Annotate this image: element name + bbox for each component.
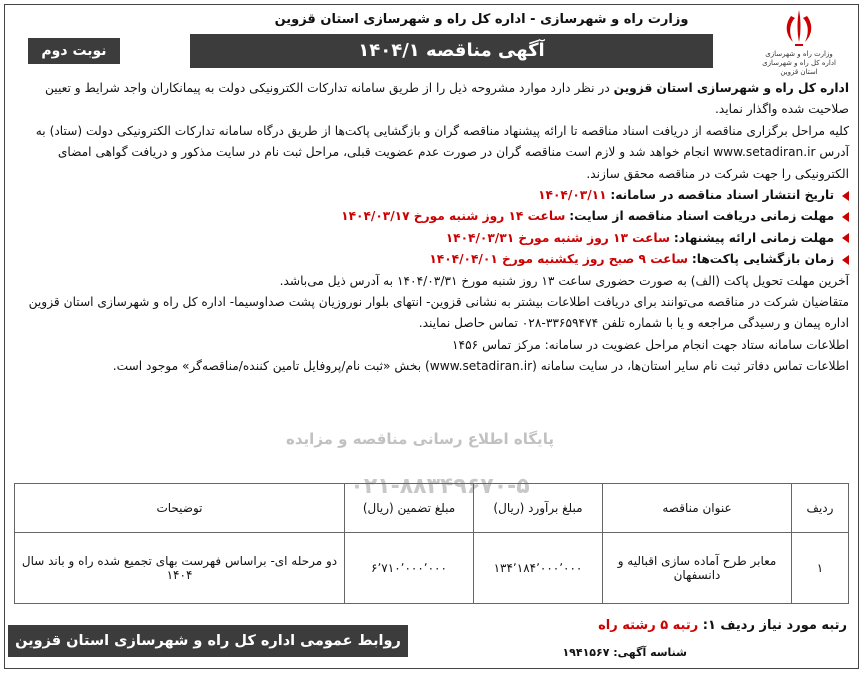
ministry-logo bbox=[759, 6, 839, 77]
delivery-note: آخرین مهلت تحویل پاکت (الف) به صورت حضوری ساعت ۱۳ روز شنبه مورخ ۱۴۰۴/۰۳/۳۱ به آدرس ذیل می‌باشد. bbox=[279, 273, 849, 288]
date-label: مهلت زمانی ارائه پیشنهاد: bbox=[673, 230, 835, 245]
col-guarantee: مبلغ تضمین (ریال) bbox=[345, 484, 474, 533]
contact-center-note: اطلاعات سامانه ستاد جهت انجام مراحل عضویت در سامانه: مرکز تماس ۱۴۵۶ bbox=[452, 337, 849, 352]
bullet-icon bbox=[842, 255, 849, 265]
ad-id bbox=[562, 646, 687, 659]
rank-value: رتبه ۵ رشته راه bbox=[598, 618, 699, 633]
table-header-row bbox=[15, 484, 849, 533]
ad-id-value: ۱۹۴۱۵۶۷ bbox=[562, 646, 610, 659]
date-value: ساعت ۱۴ روز شنبه مورخ ۱۴۰۴/۰۳/۱۷ bbox=[341, 209, 566, 224]
rank-label: رتبه مورد نیاز ردیف ۱: bbox=[702, 618, 847, 633]
public-relations-footer: روابط عمومی اداره کل راه و شهرسازی استان قزوین bbox=[8, 625, 408, 657]
col-row: ردیف bbox=[792, 484, 849, 533]
date-item bbox=[14, 249, 849, 270]
notice-body bbox=[14, 78, 849, 378]
intro-text: در نظر دارد موارد مشروحه ذیل را از طریق سامانه تدارکات الکترونیکی دولت به پیمانکاران واجد شرایط و تعیین صلاحیت شده واگذار نماید. bbox=[44, 81, 849, 117]
date-label: تاریخ انتشار اسناد مناقصه در سامانه: bbox=[610, 188, 835, 203]
logo-caption-office: اداره کل راه و شهرسازی استان قزوین bbox=[762, 59, 836, 76]
cell-row: ۱ bbox=[792, 533, 849, 604]
date-value: ساعت ۱۳ روز شنبه مورخ ۱۴۰۴/۰۳/۳۱ bbox=[445, 230, 670, 245]
intro-paragraph bbox=[14, 78, 849, 121]
notice-header bbox=[10, 6, 853, 74]
rank-requirement bbox=[598, 618, 847, 633]
table-row bbox=[15, 533, 849, 604]
bullet-icon bbox=[842, 212, 849, 222]
watermark-phone: ۰۲۱-۸۸۳۴۹۶۷۰-۵ bbox=[350, 474, 530, 499]
date-item bbox=[14, 206, 849, 227]
bullet-icon bbox=[842, 191, 849, 201]
address-note: متقاضیان شرکت در مناقصه می‌توانند برای دریافت اطلاعات بیشتر به نشانی قزوین- انتهای بلوار نوروزیان پشت صداوسیما- اداره کل راه و شهرسازی استان قزوین اداره پیمان و رسیدگی مراجعه و یا با شماره تلفن ۳۳۶۵۹۴۷۴-۰۲۸ تماس حاصل نمایند. bbox=[28, 295, 849, 331]
ministry-line: وزارت راه و شهرسازی - اداره کل راه و شهرسازی استان قزوین bbox=[274, 12, 689, 27]
emblem-icon bbox=[777, 6, 821, 50]
logo-caption-ministry: وزارت راه و شهرسازی bbox=[765, 50, 833, 58]
col-estimate: مبلغ برآورد (ریال) bbox=[474, 484, 603, 533]
date-label: مهلت زمانی دریافت اسناد مناقصه از سایت: bbox=[569, 209, 835, 224]
cell-guarantee: ۶٬۷۱۰٬۰۰۰٬۰۰۰ bbox=[345, 533, 474, 604]
org-name: اداره کل راه و شهرسازی استان قزوین bbox=[613, 81, 849, 95]
date-value: ۱۴۰۴/۰۳/۱۱ bbox=[538, 188, 607, 203]
col-desc: توضیحات bbox=[15, 484, 345, 533]
cell-desc: دو مرحله ای- براساس فهرست بهای تجمیع شده راه و باند سال ۱۴۰۴ bbox=[15, 533, 345, 604]
date-item bbox=[14, 185, 849, 206]
date-item bbox=[14, 228, 849, 249]
date-value: ساعت ۹ صبح روز یکشنبه مورخ ۱۴۰۴/۰۴/۰۱ bbox=[429, 252, 689, 267]
date-label: زمان بازگشایی پاکت‌ها: bbox=[691, 252, 835, 267]
registration-note: اطلاعات تماس دفاتر ثبت نام سایر استان‌ها، در سایت سامانه (www.setadiran.ir) بخش «ثبت نام/پروفایل تامین کننده/مناقصه‌گر» موجود است. bbox=[112, 359, 849, 374]
tender-table bbox=[14, 483, 849, 604]
process-paragraph: کلیه مراحل برگزاری مناقصه از دریافت اسناد مناقصه تا ارائه پیشنهاد مناقصه گران و بازگشایی پاکت‌ها از طریق درگاه سامانه تدارکات الکترونیکی دولت (ستاد) به آدرس www.setadiran.ir انجام خواهد شد و لازم است مناقصه گران در صورت عدم عضویت قبلی، مراحل ثبت نام در سایت مذکور و دریافت گواهی امضای الکترونیکی را جهت شرکت در مناقصه محقق سازند. bbox=[35, 123, 849, 181]
bullet-icon bbox=[842, 233, 849, 243]
cell-estimate: ۱۳۴٬۱۸۴٬۰۰۰٬۰۰۰ bbox=[474, 533, 603, 604]
notice-title: آگهی مناقصه ۱۴۰۴/۱ bbox=[190, 34, 713, 68]
ad-id-label: شناسه آگهی: bbox=[613, 646, 687, 659]
col-title: عنوان مناقصه bbox=[603, 484, 792, 533]
watermark-text: پایگاه اطلاع رسانی مناقصه و مزایده bbox=[286, 430, 554, 448]
cell-title: معابر طرح آماده سازی اقبالیه و دانسفهان bbox=[603, 533, 792, 604]
round-badge: نوبت دوم bbox=[28, 38, 120, 64]
